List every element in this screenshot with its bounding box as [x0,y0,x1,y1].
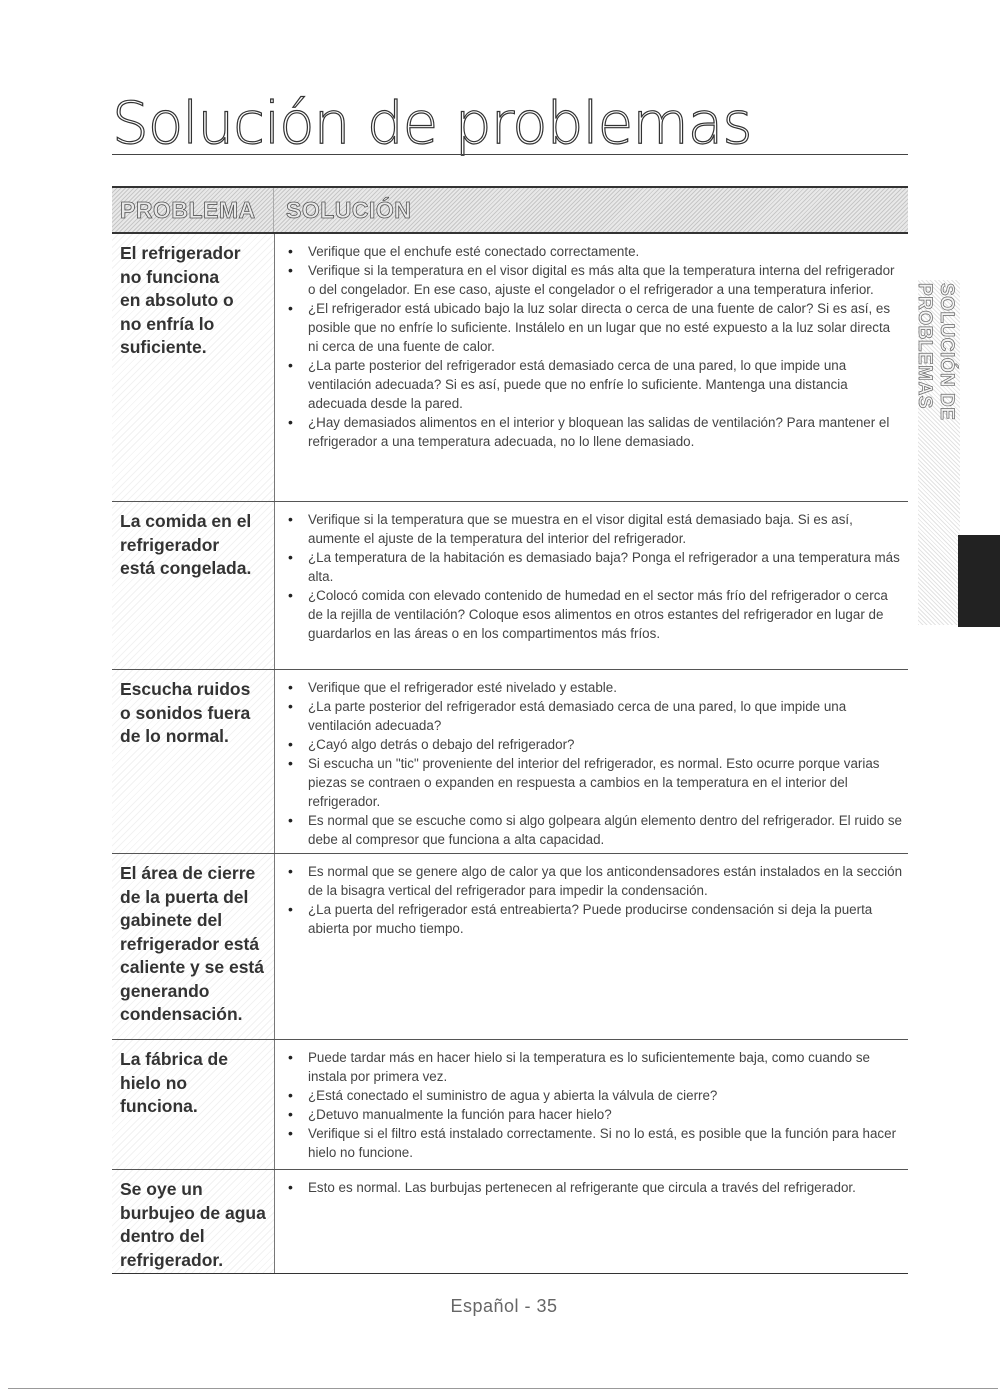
problem-cell: El refrigerador no funciona en absoluto o no enfría lo suficiente. [112,234,275,501]
solution-item: • Verifique si la temperatura que se muestra en el visor digital está demasiado baja. Si es así, aumente el ajuste de la temperatura del interior del refrigerador. [287,510,904,548]
solution-item: • ¿El refrigerador está ubicado bajo la luz solar directa o cerca de una fuente de calor? Si es así, es posible que no enfríe lo suficiente. Instálelo en un lugar que no esté expuesto a la luz solar directa ni cerca de una fuente de calor. [287,299,904,356]
solution-item: • ¿Hay demasiados alimentos en el interior y bloquean las salidas de ventilación? Para mantener el refrigerador a una temperatura adecuada, no lo llene demasiado. [287,413,904,451]
page-title: Solución de problemas [112,89,752,157]
solution-item: • ¿Detuvo manualmente la función para hacer hielo? [287,1105,904,1124]
header-solution: SOLUCIÓN [286,197,412,223]
table-row [112,670,908,854]
solution-item: • Puede tardar más en hacer hielo si la temperatura es lo suficientemente baja, como cuando se instala por primera vez. [287,1048,904,1086]
troubleshooting-table [112,186,908,1274]
solution-item: • Es normal que se escuche como si algo golpeara algún elemento dentro del refrigerador. El ruido se debe al compresor que funciona a alta capacidad. [287,811,904,849]
title-divider [112,154,908,155]
table-row [112,502,908,670]
solution-cell [275,670,908,853]
problem-cell: Escucha ruidos o sonidos fuera de lo normal. [112,670,275,853]
table-header [112,186,908,234]
solution-item: • ¿La temperatura de la habitación es demasiado baja? Ponga el refrigerador a una temperatura más alta. [287,548,904,586]
problem-cell: La fábrica de hielo no funciona. [112,1040,275,1169]
solution-item: • Esto es normal. Las burbujas pertenecen al refrigerante que circula a través del refrigerador. [287,1178,904,1197]
solution-item: • ¿La parte posterior del refrigerador está demasiado cerca de una pared, lo que impide una ventilación adecuada? [287,697,904,735]
solution-item: • Verifique si la temperatura en el visor digital es más alta que la temperatura interna del refrigerador o del congelador. En ese caso, ajuste el congelador o el refrigerador a una temperatura inferior. [287,261,904,299]
bottom-divider [8,1388,998,1389]
solution-item: • ¿La puerta del refrigerador está entreabierta? Puede producirse condensación si deja la puerta abierta por mucho tiempo. [287,900,904,938]
header-problem: PROBLEMA [112,188,274,232]
table-row [112,1040,908,1170]
solution-item: • ¿Está conectado el suministro de agua y abierta la válvula de cierre? [287,1086,904,1105]
section-tab-marker [958,535,1000,627]
table-row [112,854,908,1040]
solution-cell [275,502,908,669]
section-tab-label: SOLUCIÓN DE PROBLEMAS [914,283,957,421]
solution-item: • Es normal que se genere algo de calor ya que los anticondensadores están instalados en la sección de la bisagra vertical del refrigerador para impedir la condensación. [287,862,904,900]
problem-cell: Se oye un burbujeo de agua dentro del refrigerador. [112,1170,275,1273]
table-row [112,1170,908,1274]
table-row [112,234,908,502]
problem-cell: El área de cierre de la puerta del gabinete del refrigerador está caliente y se está generando condensación. [112,854,275,1039]
solution-item: • Verifique que el refrigerador esté nivelado y estable. [287,678,904,697]
solution-item: • Verifique que el enchufe esté conectado correctamente. [287,242,904,261]
solution-item: • ¿La parte posterior del refrigerador está demasiado cerca de una pared, lo que impide una ventilación adecuada? Si es así, puede que no enfríe lo suficiente. Mantenga una distancia adecuada desde la pared. [287,356,904,413]
solution-item: • ¿Cayó algo detrás o debajo del refrigerador? [287,735,904,754]
solution-item: • ¿Colocó comida con elevado contenido de humedad en el sector más frío del refrigerador o cerca de la rejilla de ventilación? Coloque esos alimentos en otros estantes del refrigerador en lugar de guardarlos en las áreas o en los compartimentos más fríos. [287,586,904,643]
solution-cell [275,234,908,501]
solution-item: • Verifique si el filtro está instalado correctamente. Si no lo está, es posible que la función para hacer hielo no funcione. [287,1124,904,1162]
solution-cell [275,854,908,1039]
solution-cell [275,1170,908,1273]
problem-cell: La comida en el refrigerador está congelada. [112,502,275,669]
page-number: Español - 35 [450,1296,558,1316]
solution-item: • Si escucha un "tic" proveniente del interior del refrigerador, es normal. Esto ocurre porque varias piezas se contraen o expanden en respuesta a cambios en la temperatura en el interior del refrigerador. [287,754,904,811]
solution-cell [275,1040,908,1169]
